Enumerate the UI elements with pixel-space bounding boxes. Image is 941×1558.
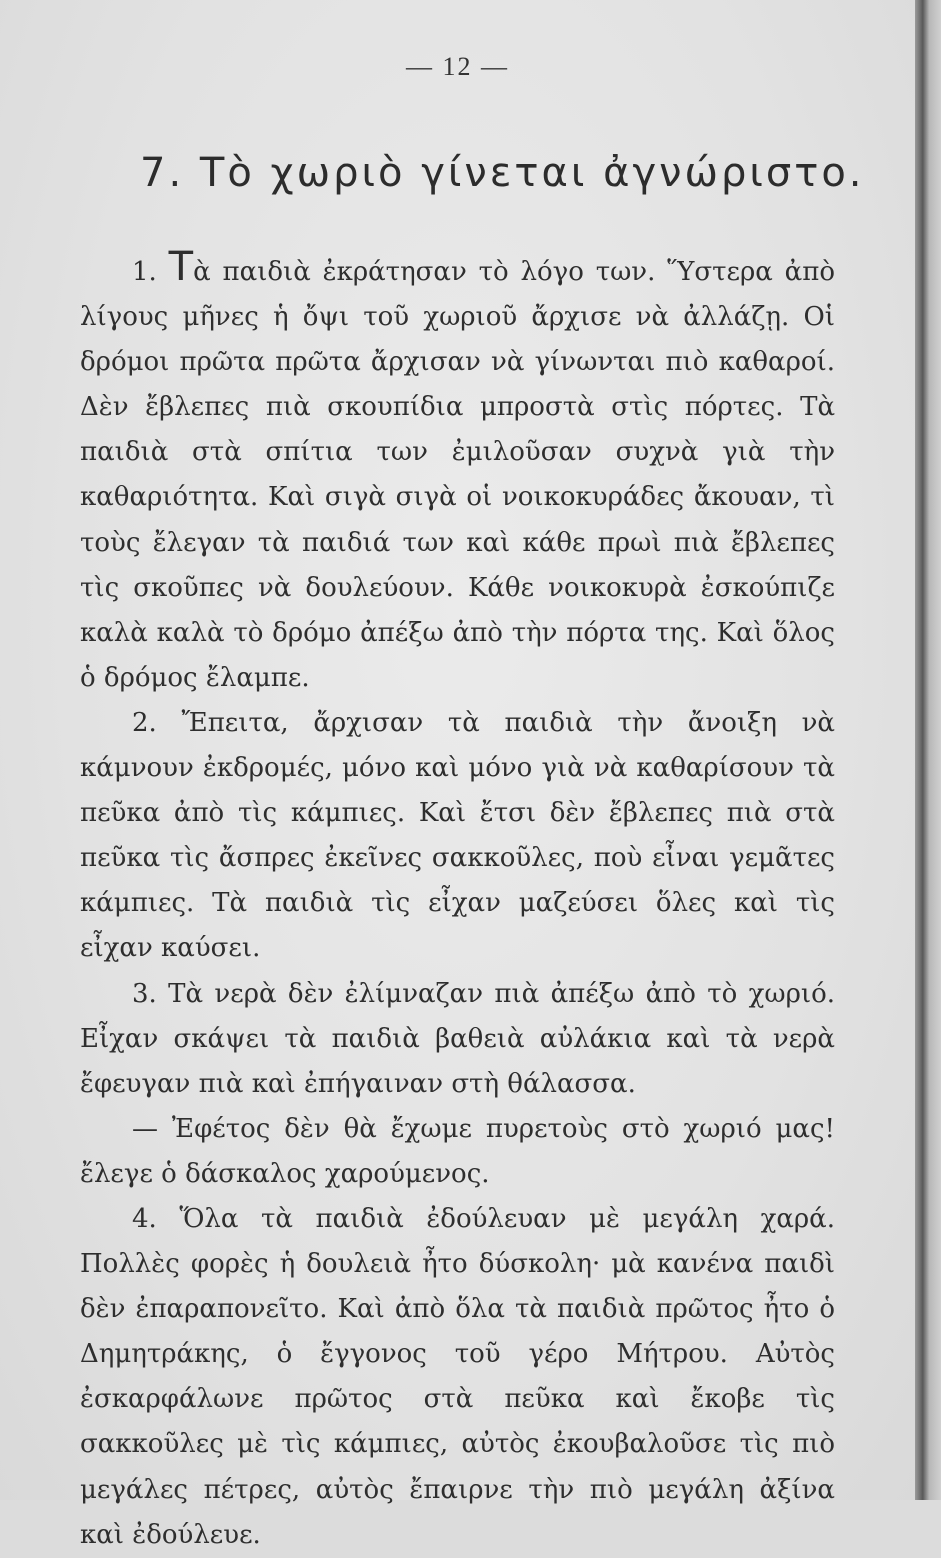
book-gutter-edge bbox=[915, 0, 941, 1500]
paragraph-1 bbox=[80, 244, 835, 701]
paragraph-3: 3. Τὰ νερὰ δὲν ἐλίμναζαν πιὰ ἀπέξω ἀπὸ τὸ χωριό. Εἶχαν σκάψει τὰ παιδιὰ βαθειὰ αὐλάκια καὶ τὰ νερὰ ἔφευγαν πιὰ καὶ ἐπήγαιναν στὴ θάλασσα. bbox=[80, 978, 835, 1099]
drop-cap: Τ bbox=[168, 244, 194, 290]
page-number: — 12 — bbox=[406, 52, 509, 81]
paragraph-4: 4. Ὅλα τὰ παιδιὰ ἐδούλευαν μὲ μεγάλη χαρά. Πολλὲς φορὲς ἡ δουλειὰ ἦτο δύσκολη· μὰ κανένα παιδὶ δὲν ἐπαραπονεῖτο. Καὶ ἀπὸ ὅλα τὰ παιδιὰ πρῶτος ἦτο ὁ Δημητράκης, ὁ ἔγγονος τοῦ γέρο Μήτρου. Αὐτὸς ἐσκαρφάλωνε πρῶτος στὰ πεῦκα καὶ ἔκοβε τὶς σακκοῦλες μὲ τὶς κάμπιες, αὐτὸς ἐκουβαλοῦσε τὶς πιὸ μεγάλες πέτρες, αὐτὸς ἔπαιρνε τὴν πιὸ μεγάλη ἀξίνα καὶ ἐδούλευε. bbox=[80, 1203, 835, 1550]
paragraph-1-number: 1. bbox=[132, 257, 169, 287]
chapter-title: 7. Τὸ χωριὸ γίνεται ἀγνώριστο. bbox=[140, 150, 865, 196]
paragraph-2: 2. Ἔπειτα, ἄρχισαν τὰ παιδιὰ τὴν ἄνοιξη νὰ κάμνουν ἐκδρομές, μόνο καὶ μόνο γιὰ νὰ καθαρίσουν τὰ πεῦκα ἀπὸ τὶς κάμπιες. Καὶ ἔτσι δὲν ἔβλεπες πιὰ στὰ πεῦκα τὶς ἄσπρες ἐκεῖνες σακκοῦλες, ποὺ εἶναι γεμᾶτες κάμπιες. Τὰ παιδιὰ τὶς εἶχαν μαζεύσει ὅλες καὶ τὶς εἶχαν καύσει. bbox=[80, 707, 835, 964]
paragraph-dialogue: — Ἐφέτος δὲν θὰ ἔχωμε πυρετοὺς στὸ χωριό μας! ἔλεγε ὁ δάσκαλος χαρούμενος. bbox=[80, 1113, 835, 1189]
paragraph-1-text: ὰ παιδιὰ ἐκράτησαν τὸ λόγο των. Ὕστερα ἀπὸ λίγους μῆνες ἡ ὄψι τοῦ χωριοῦ ἄρχισε νὰ ἀλλάζῃ. Οἱ δρόμοι πρῶτα πρῶτα ἄρχισαν νὰ γίνωνται πιὸ καθαροί. Δὲν ἔβλεπες πιὰ σκουπίδια μπροστὰ στὶς πόρτες. Τὰ παιδιὰ στὰ σπίτια των ἐμιλοῦσαν συχνὰ γιὰ τὴν καθαριότητα. Καὶ σιγὰ σιγὰ οἱ νοικοκυράδες ἄκουαν, τὶ τοὺς ἔλεγαν τὰ παιδιά των καὶ κάθε πρωὶ πιὰ ἔβλεπες τὶς σκοῦπες νὰ δουλεύουν. Κάθε νοικοκυρὰ ἐσκούπιζε καλὰ καλὰ τὸ δρόμο ἀπέξω ἀπὸ τὴν πόρτα της. Καὶ ὅλος ὁ δρόμος ἔλαμπε. bbox=[80, 257, 835, 693]
chapter-body bbox=[80, 244, 835, 1558]
